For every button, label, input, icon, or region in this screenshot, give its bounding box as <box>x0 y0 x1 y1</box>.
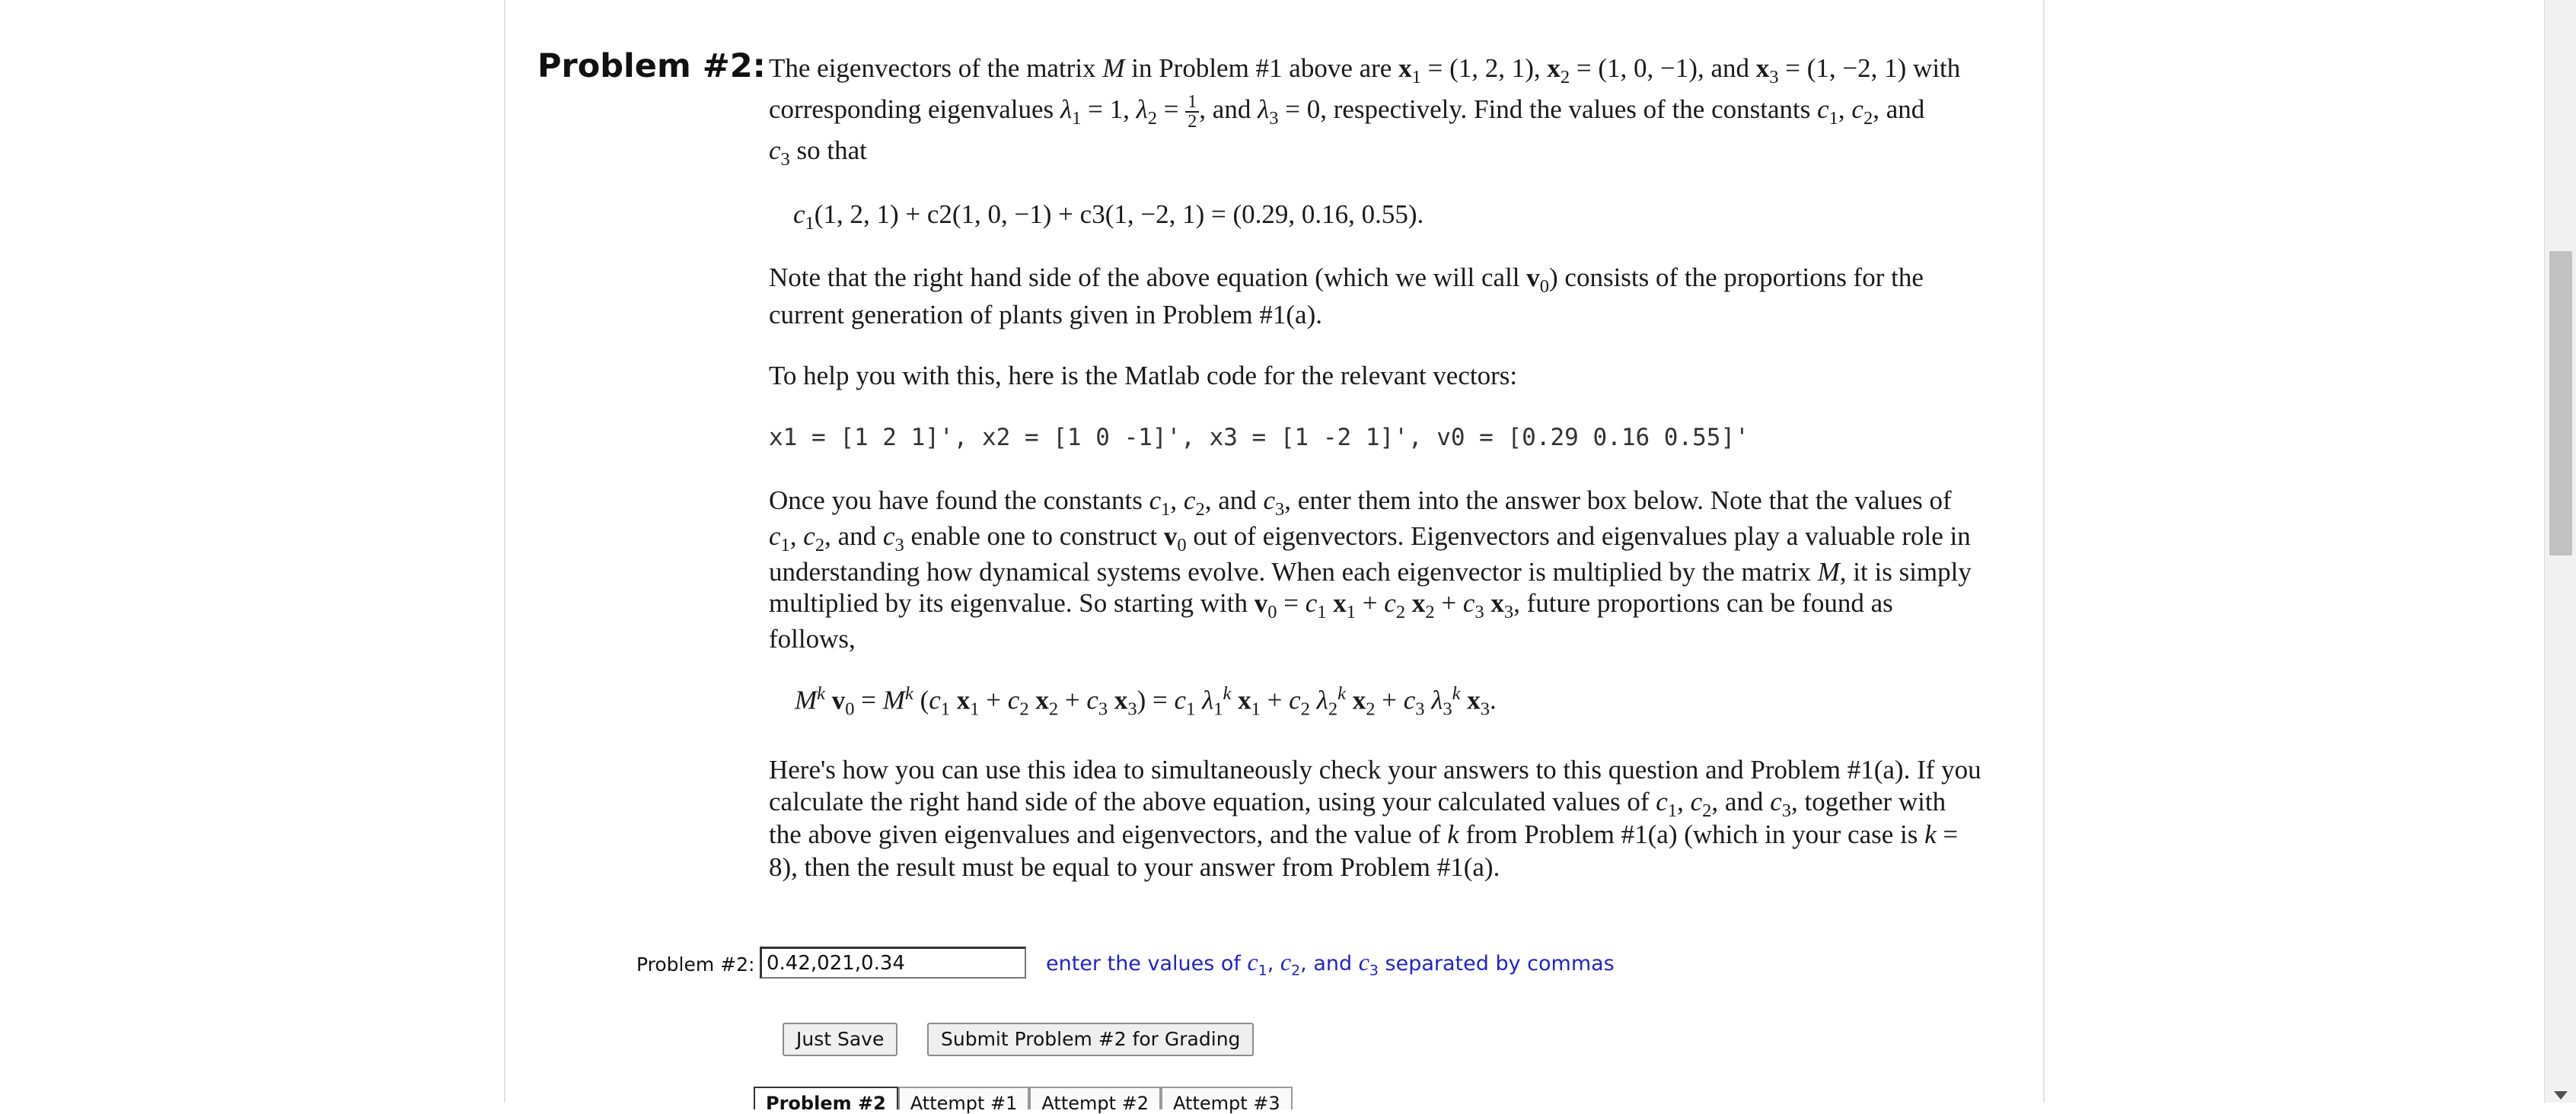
para2-line3: understanding how dynamical systems evolve. When each eigenvector is multiplied by the matrix M, it is simply <box>769 557 1972 587</box>
para2-line4: multiplied by its eigenvalue. So starting with $v_0 = c_1$ $x_1 + c_2$ $x_2 + c_3$ $x_3$, future proportions can be found as <box>769 588 1893 622</box>
problem-intro-line3: $c_3$ so that <box>769 135 867 170</box>
problem-title: Problem #2: <box>537 47 766 85</box>
note-line2: current generation of plants given in Problem #1(a). <box>769 300 1323 329</box>
para2-line1: Once you have found the constants $c_1$, $c_2$, and $c_3$, enter them into the answer box below. Note that the values of <box>769 485 1952 520</box>
answer-hint: enter the values of $c_1$, $c_2$, and $c_3$ separated by commas <box>1046 948 1615 979</box>
tab-problem[interactable]: Problem #2 <box>754 1087 898 1109</box>
para3-line4: 8), then the result must be equal to your answer from Problem #1(a). <box>769 852 1500 882</box>
scrollbar-thumb[interactable] <box>2549 251 2572 555</box>
tab-attempt-2[interactable]: Attempt #2 <box>1029 1087 1161 1109</box>
tab-attempt-1[interactable]: Attempt #1 <box>898 1087 1030 1109</box>
vertical-scrollbar[interactable] <box>2544 0 2576 1103</box>
fraction-one-half: $\frac{1}{2}$ <box>1185 93 1199 131</box>
para3-line1: Here's how you can use this idea to simultaneously check your answers to this question and Problem #1(a). If you <box>769 755 1981 785</box>
answer-input[interactable] <box>760 947 1026 979</box>
scroll-down-arrow-icon[interactable] <box>2554 1091 2568 1100</box>
tab-attempt-3[interactable]: Attempt #3 <box>1161 1087 1293 1109</box>
matlab-code: x1 = [1 2 1]', x2 = [1 0 -1]', x3 = [1 -2 1]', v0 = [0.29 0.16 0.55]' <box>769 424 1749 451</box>
para3-line2: calculate the right hand side of the above equation, using your calculated values of $c_1$, $c_2$, and $c_3$, together with <box>769 787 1946 821</box>
para2-line5: follows, <box>769 624 856 654</box>
answer-label: Problem #2: <box>636 953 755 976</box>
problem-content <box>505 0 2042 1114</box>
page-margin-left <box>0 0 505 1103</box>
equation-constants: $c_1(1$, 2, 1) + c2(1, 0, −1) + c3(1, −2, 1) = (0.29, 0.16, 0.55). <box>793 199 1424 234</box>
equation-powers: $M^k$ $v_0 = M^k$ ($c_1$ $x_1 + c_2$ $x_2 + c_3$ $x_3) = c_1$ $\lambda_1^k$ $x_1 + c_2$ $\lambda_2^k$ $x_2 + c_3$ $\lambda_3^k$ $x_3$. <box>795 683 1497 720</box>
para3-line3: the above given eigenvalues and eigenvectors, and the value of k from Problem #1(a) (which in your case is k = <box>769 820 1959 849</box>
just-save-button[interactable]: Just Save <box>783 1023 897 1056</box>
help-text: To help you with this, here is the Matlab code for the relevant vectors: <box>769 361 1518 390</box>
attempt-tabs <box>754 1087 1293 1114</box>
para2-line2: $c_1$, $c_2$, and $c_3$ enable one to construct $v_0$ out of eigenvectors. Eigenvectors and eigenvalues play a valuable role in <box>769 521 1971 555</box>
problem-intro-line1: The eigenvectors of the matrix M in Problem #1 above are $x_1 = (1$, 2, 1), $x_2 = (1$, 0, −1), and $x_3 = (1$, −2, 1) with <box>769 53 1961 88</box>
submit-problem-button[interactable]: Submit Problem #2 for Grading <box>927 1023 1254 1056</box>
problem-intro-line2: corresponding eigenvalues $\lambda_1 = 1$, $\lambda_2$ = $\frac{1}{2}$ , and $\lambda_3 = 0$, respectively. Find the values of the constants $c_1$, $c_2$, and <box>769 92 1925 132</box>
page-margin-right <box>2043 0 2546 1103</box>
note-line1: Note that the right hand side of the above equation (which we will call $v_0$) consists of the proportions for the <box>769 263 1924 297</box>
